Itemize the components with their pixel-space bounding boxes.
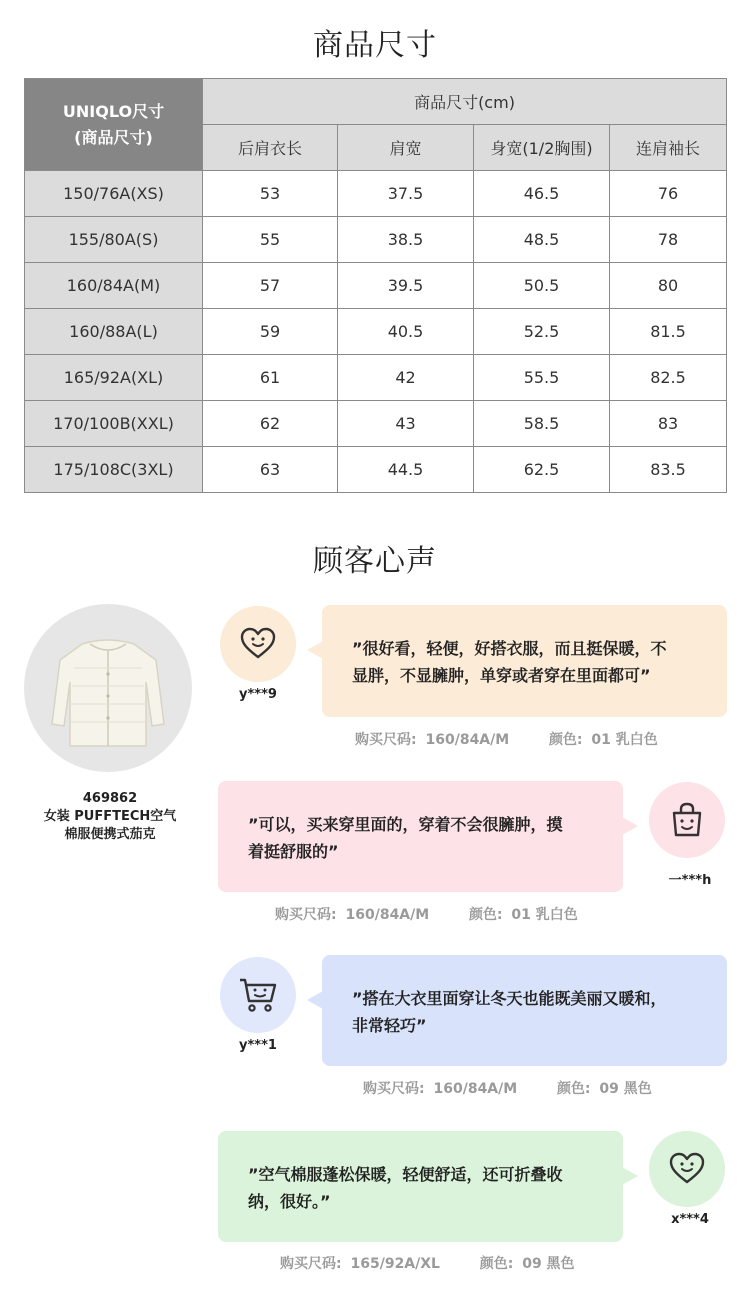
purchase-meta [355,729,662,749]
review-text-line1: ”可以，买来穿里面的，穿着不会很臃肿，摸 [248,815,563,834]
table-row [25,171,727,217]
size-label: 150/76A(XS) [25,171,203,217]
table-cell: 48.5 [474,217,610,263]
reviewer-name: 一***h [668,873,712,888]
table-row [25,447,727,493]
size-label: 购买尺码: [355,732,417,748]
review-bubble [218,1131,623,1242]
shopping-bag-icon [667,800,707,840]
column-header: 身宽(1/2胸围) [474,125,610,171]
table-cell: 37.5 [338,171,474,217]
purchase-color: 01 乳白色 [591,732,658,748]
reviewer-name: y***1 [239,1038,277,1053]
review-text-line2: 非常轻巧” [352,1016,427,1035]
size-label: 165/92A(XL) [25,355,203,401]
table-cell: 46.5 [474,171,610,217]
table-cell: 76 [610,171,727,217]
color-label: 颜色: [479,1256,514,1272]
table-row [25,263,727,309]
table-cell: 58.5 [474,401,610,447]
table-cell: 78 [610,217,727,263]
purchase-size: 160/84A/M [433,1081,518,1097]
table-cell: 62 [203,401,338,447]
purchase-meta [275,904,582,924]
review-bubble [322,605,727,717]
product-name-line2: 棉服便携式茄克 [64,827,156,842]
table-cell: 82.5 [610,355,727,401]
review-bubble [218,781,623,892]
product-code: 469862 [82,791,138,806]
size-table-corner-header [25,79,203,171]
reviewer-name: y***9 [239,687,277,702]
purchase-color: 09 黑色 [522,1256,575,1272]
size-label: 购买尺码: [280,1256,342,1272]
color-label: 颜色: [556,1081,591,1097]
table-cell: 53 [203,171,338,217]
table-cell: 83 [610,401,727,447]
table-cell: 55 [203,217,338,263]
color-label: 颜色: [468,907,503,923]
purchase-size: 165/92A/XL [350,1256,440,1272]
corner-line2: (商品尺寸) [74,127,153,147]
table-row [25,217,727,263]
review-bubble [322,955,727,1066]
review-text-line1: ”搭在大衣里面穿让冬天也能既美丽又暖和， [352,989,667,1008]
table-cell: 50.5 [474,263,610,309]
product-image [24,604,192,772]
table-cell: 81.5 [610,309,727,355]
reviewer-avatar [220,957,296,1033]
size-label: 175/108C(3XL) [25,447,203,493]
table-cell: 44.5 [338,447,474,493]
size-label: 购买尺码: [275,907,337,923]
heart-face-icon [238,624,278,664]
table-row [25,309,727,355]
purchase-meta [363,1078,656,1098]
size-section-title: 商品尺寸 [313,28,437,63]
table-cell: 55.5 [474,355,610,401]
corner-line1: UNIQLO尺寸 [62,101,165,121]
review-text-line1: ”空气棉服蓬松保暖，轻便舒适，还可折叠收 [248,1165,563,1184]
table-cell: 38.5 [338,217,474,263]
review-text-line1: ”很好看，轻便，好搭衣服，而且挺保暖，不 [352,639,667,658]
purchase-color: 01 乳白色 [511,907,578,923]
table-row [25,355,727,401]
size-label: 170/100B(XXL) [25,401,203,447]
purchase-color: 09 黑色 [599,1081,652,1097]
review-text-line2: 显胖，不显臃肿，单穿或者穿在里面都可” [352,666,651,685]
heart-face-icon [667,1149,707,1189]
column-header: 肩宽 [338,125,474,171]
purchase-size: 160/84A/M [425,732,510,748]
size-label: 购买尺码: [363,1081,425,1097]
reviewer-name: x***4 [671,1212,709,1227]
table-cell: 57 [203,263,338,309]
shopping-cart-icon [237,974,279,1016]
product-name-line1: 女装 PUFFTECH空气 [43,809,177,824]
table-cell: 59 [203,309,338,355]
column-header: 连肩袖长 [610,125,727,171]
table-cell: 80 [610,263,727,309]
size-label: 155/80A(S) [25,217,203,263]
purchase-size: 160/84A/M [345,907,430,923]
jacket-illustration [24,604,192,772]
table-cell: 40.5 [338,309,474,355]
table-cell: 62.5 [474,447,610,493]
review-text-line2: 着挺舒服的” [248,842,339,861]
table-cell: 42 [338,355,474,401]
table-cell: 63 [203,447,338,493]
table-cell: 39.5 [338,263,474,309]
color-label: 颜色: [548,732,583,748]
size-label: 160/88A(L) [25,309,203,355]
product-info [20,790,200,844]
table-cell: 83.5 [610,447,727,493]
reviewer-avatar [649,782,725,858]
table-cell: 61 [203,355,338,401]
table-cell: 52.5 [474,309,610,355]
size-table [24,78,727,493]
purchase-meta [280,1253,579,1273]
review-section-title: 顾客心声 [313,544,437,579]
table-row [25,401,727,447]
table-cell: 43 [338,401,474,447]
group-header: 商品尺寸(cm) [203,79,727,125]
size-label: 160/84A(M) [25,263,203,309]
column-header: 后肩衣长 [203,125,338,171]
reviewer-avatar [220,606,296,682]
review-text-line2: 纳，很好。” [248,1192,331,1211]
reviewer-avatar [649,1131,725,1207]
